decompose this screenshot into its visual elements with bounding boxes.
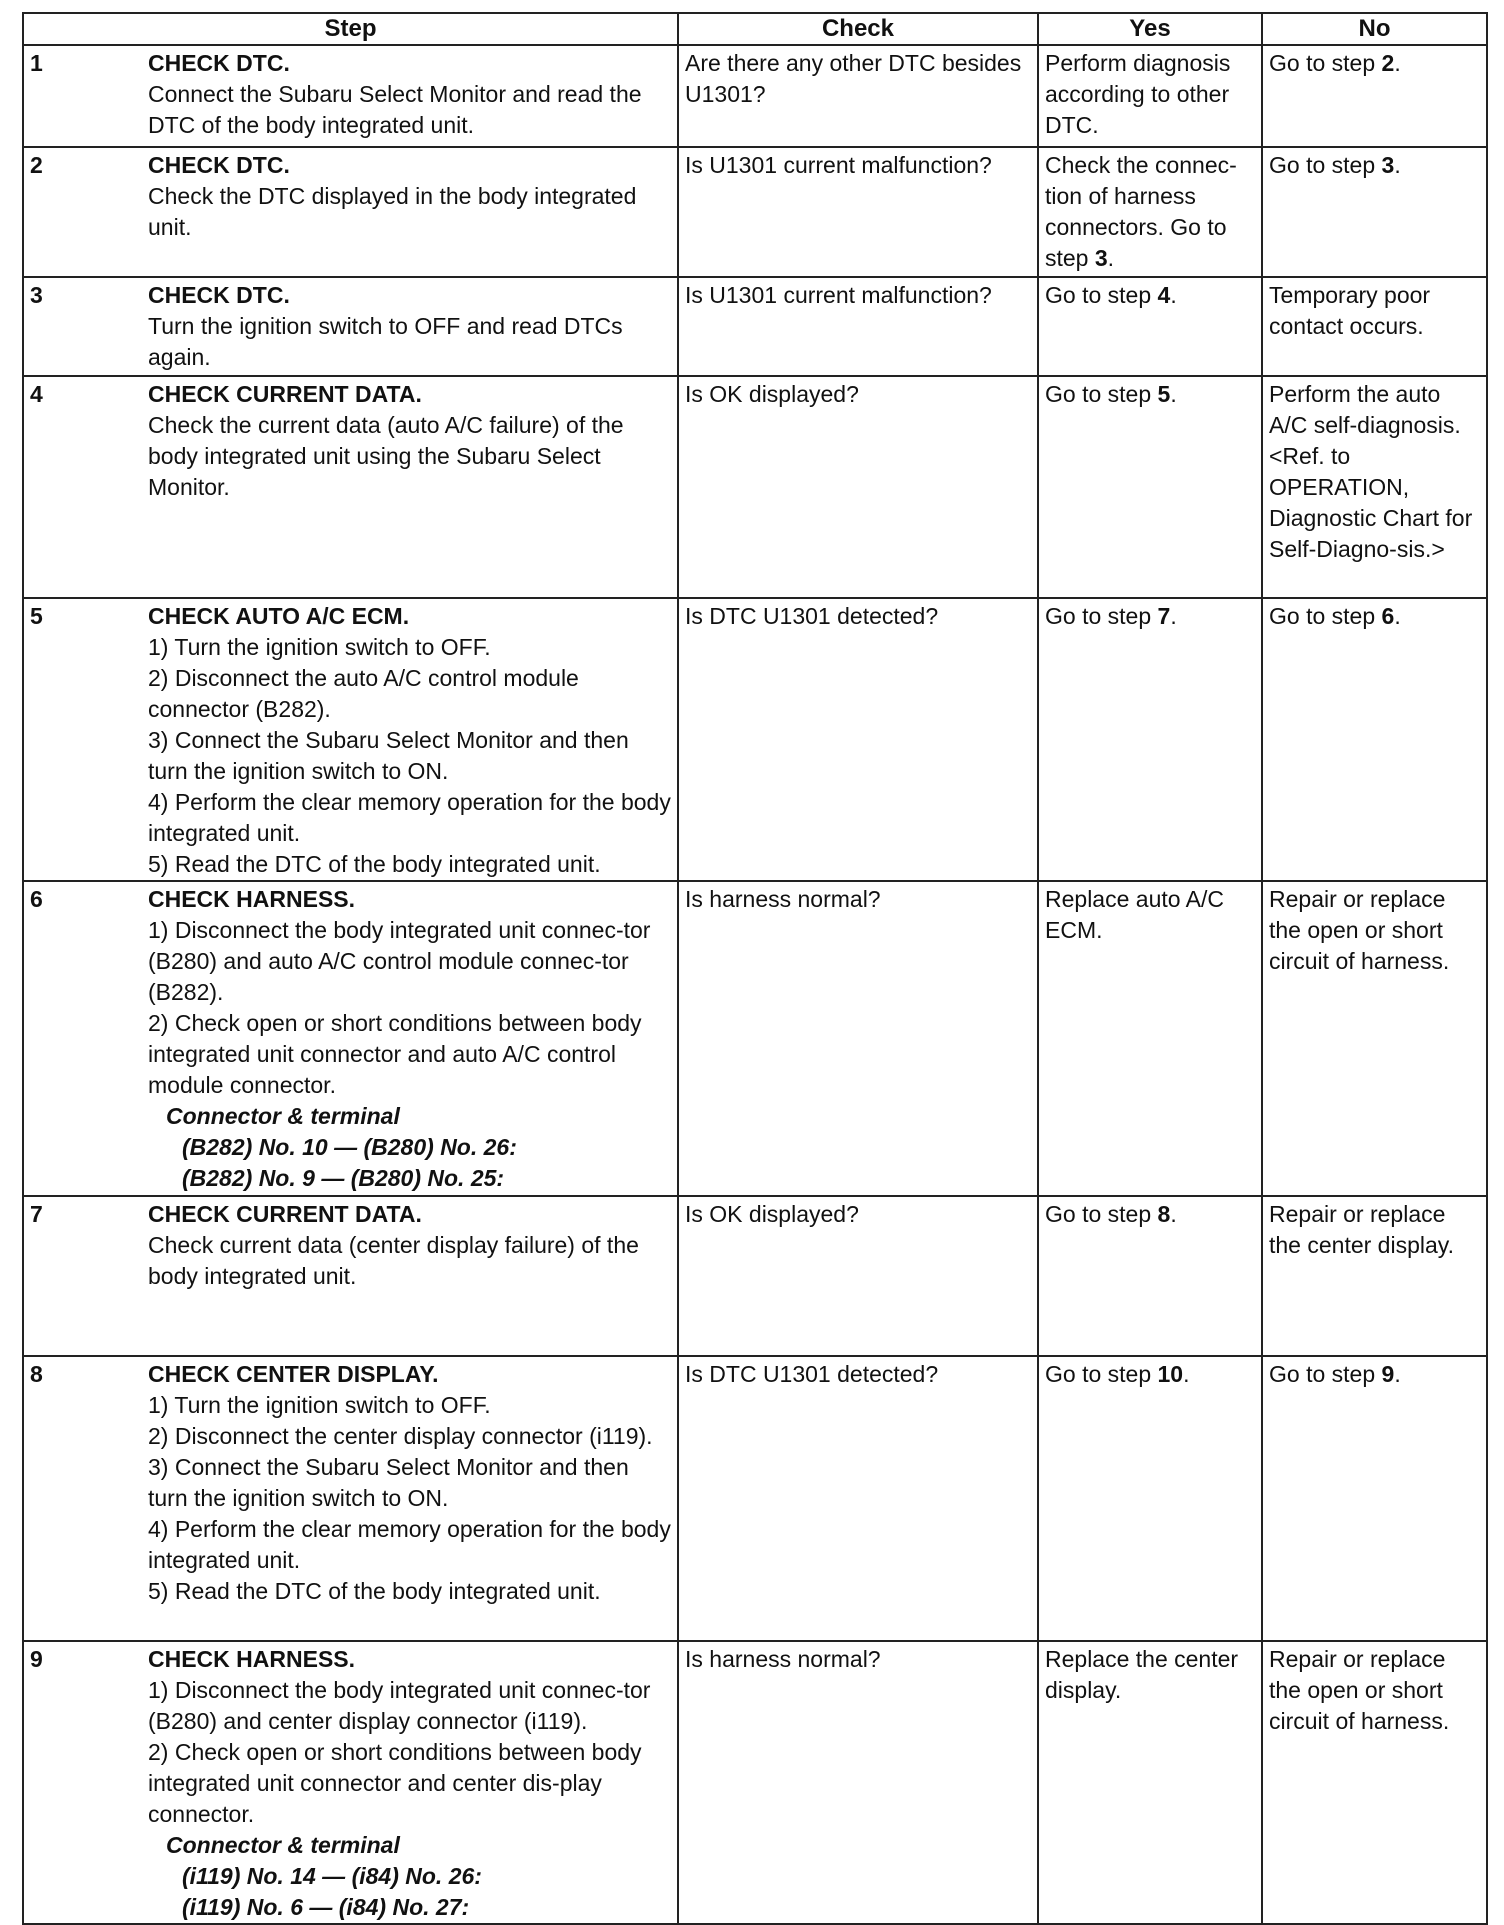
step-title: CHECK CURRENT DATA. xyxy=(148,381,422,407)
table-row xyxy=(23,277,1487,376)
step-line: 1) Turn the ignition switch to OFF. xyxy=(148,634,491,660)
step-number: 1 xyxy=(30,50,43,76)
step-title: CHECK HARNESS. xyxy=(148,886,356,912)
step-cell xyxy=(23,277,678,376)
yes-cell: Go to step 4. xyxy=(1038,277,1262,376)
yes-step-ref: 10 xyxy=(1157,1361,1184,1387)
yes-step-ref: 4 xyxy=(1157,282,1171,308)
no-step-ref: 3 xyxy=(1381,152,1395,178)
step-line: 2) Disconnect the center display connector (i119). xyxy=(148,1423,653,1449)
no-text: Go to step xyxy=(1269,603,1382,629)
step-line: 2) Check open or short conditions between body integrated unit connector and auto A/C control module connector. xyxy=(148,1010,642,1098)
step-cell xyxy=(23,1356,678,1641)
connector-terminal-label: Connector & terminal xyxy=(166,1103,400,1129)
yes-text: Go to step xyxy=(1045,282,1158,308)
step-line: Check current data (center display failure) of the body integrated unit. xyxy=(148,1232,639,1289)
step-line: 5) Read the DTC of the body integrated unit. xyxy=(148,851,601,877)
no-cell: Repair or replace the open or short circuit of harness. xyxy=(1262,881,1487,1196)
step-number: 5 xyxy=(30,603,43,629)
check-cell: Is U1301 current malfunction? xyxy=(678,277,1038,376)
step-line: Check the current data (auto A/C failure) of the body integrated unit using the Subaru Select Monitor. xyxy=(148,412,624,500)
no-text: Go to step xyxy=(1269,152,1382,178)
no-cell: Go to step 6. xyxy=(1262,598,1487,881)
yes-cell: Go to step 8. xyxy=(1038,1196,1262,1356)
step-cell xyxy=(23,1641,678,1924)
step-number: 4 xyxy=(30,381,43,407)
connector-terminal-label: Connector & terminal xyxy=(166,1832,400,1858)
no-step-ref: 9 xyxy=(1381,1361,1395,1387)
step-cell xyxy=(23,376,678,598)
no-cell: Temporary poor contact occurs. xyxy=(1262,277,1487,376)
yes-text: Go to step xyxy=(1045,1201,1158,1227)
no-cell: Go to step 9. xyxy=(1262,1356,1487,1641)
step-number: 3 xyxy=(30,282,43,308)
step-line: 2) Check open or short conditions between body integrated unit connector and center dis-play connector. xyxy=(148,1739,642,1827)
yes-text: Go to step xyxy=(1045,381,1158,407)
yes-text: Go to step xyxy=(1045,1361,1158,1387)
step-cell xyxy=(23,598,678,881)
table-header-row xyxy=(23,13,1487,45)
yes-cell: Go to step 7. xyxy=(1038,598,1262,881)
no-step-ref: 2 xyxy=(1381,50,1395,76)
table-row xyxy=(23,881,1487,1196)
yes-step-ref: 8 xyxy=(1157,1201,1171,1227)
step-line: Check the DTC displayed in the body integrated unit. xyxy=(148,183,637,240)
header-no: No xyxy=(1262,13,1487,45)
yes-cell: Replace auto A/C ECM. xyxy=(1038,881,1262,1196)
check-cell: Is OK displayed? xyxy=(678,376,1038,598)
step-title: CHECK DTC. xyxy=(148,152,290,178)
diagnostic-table xyxy=(22,12,1488,1925)
step-cell xyxy=(23,881,678,1196)
yes-text: Go to step xyxy=(1045,603,1158,629)
yes-cell: Go to step 10. xyxy=(1038,1356,1262,1641)
yes-cell: Go to step 5. xyxy=(1038,376,1262,598)
step-title: CHECK AUTO A/C ECM. xyxy=(148,603,410,629)
no-cell: Repair or replace the open or short circuit of harness. xyxy=(1262,1641,1487,1924)
step-line: 3) Connect the Subaru Select Monitor and then turn the ignition switch to ON. xyxy=(148,1454,629,1511)
no-cell: Go to step 2. xyxy=(1262,45,1487,147)
no-cell: Perform the auto A/C self-diagnosis. <Ref. to OPERATION, Diagnostic Chart for Self-Diagno-sis.> xyxy=(1262,376,1487,598)
step-line: 4) Perform the clear memory operation for the body integrated unit. xyxy=(148,1516,671,1573)
no-text: Go to step xyxy=(1269,50,1382,76)
step-title: CHECK DTC. xyxy=(148,282,290,308)
step-cell xyxy=(23,147,678,277)
yes-cell: Check the connec-tion of harness connectors. Go to step 3. xyxy=(1038,147,1262,277)
connector-terminal-spec: (i119) No. 6 — (i84) No. 27: xyxy=(182,1894,470,1920)
step-title: CHECK DTC. xyxy=(148,50,290,76)
step-number: 9 xyxy=(30,1646,43,1672)
step-line: 4) Perform the clear memory operation for the body integrated unit. xyxy=(148,789,671,846)
check-cell: Are there any other DTC besides U1301? xyxy=(678,45,1038,147)
no-text: Go to step xyxy=(1269,1361,1382,1387)
no-cell: Go to step 3. xyxy=(1262,147,1487,277)
yes-cell xyxy=(1038,45,1262,147)
step-number: 7 xyxy=(30,1201,43,1227)
header-check: Check xyxy=(678,13,1038,45)
step-line: Turn the ignition switch to OFF and read DTCs again. xyxy=(148,313,623,370)
step-title: CHECK CURRENT DATA. xyxy=(148,1201,422,1227)
step-line: 2) Disconnect the auto A/C control module connector (B282). xyxy=(148,665,579,722)
check-cell: Is U1301 current malfunction? xyxy=(678,147,1038,277)
check-cell: Is DTC U1301 detected? xyxy=(678,598,1038,881)
step-title: CHECK HARNESS. xyxy=(148,1646,356,1672)
header-step: Step xyxy=(23,13,678,45)
connector-terminal-spec: (B282) No. 9 — (B280) No. 25: xyxy=(182,1165,505,1191)
table-row xyxy=(23,1641,1487,1924)
table-row xyxy=(23,147,1487,277)
check-cell: Is DTC U1301 detected? xyxy=(678,1356,1038,1641)
step-cell xyxy=(23,45,678,147)
table-row xyxy=(23,1356,1487,1641)
header-yes: Yes xyxy=(1038,13,1262,45)
yes-step-ref: 5 xyxy=(1157,381,1171,407)
step-title: CHECK CENTER DISPLAY. xyxy=(148,1361,439,1387)
yes-step-ref: 3 xyxy=(1094,245,1108,271)
step-line: 1) Disconnect the body integrated unit connec-tor (B280) and center display connector (i119). xyxy=(148,1677,651,1734)
check-cell: Is OK displayed? xyxy=(678,1196,1038,1356)
step-number: 6 xyxy=(30,886,43,912)
yes-text: Perform diagnosis according to other DTC. xyxy=(1045,50,1231,138)
no-step-ref: 6 xyxy=(1381,603,1395,629)
connector-terminal-spec: (i119) No. 14 — (i84) No. 26: xyxy=(182,1863,482,1889)
no-cell: Repair or replace the center display. xyxy=(1262,1196,1487,1356)
yes-step-ref: 7 xyxy=(1157,603,1171,629)
table-row xyxy=(23,376,1487,598)
step-cell xyxy=(23,1196,678,1356)
step-line: 1) Disconnect the body integrated unit connec-tor (B280) and auto A/C control module connec-tor (B282). xyxy=(148,917,651,1005)
yes-cell: Replace the center display. xyxy=(1038,1641,1262,1924)
step-number: 8 xyxy=(30,1361,43,1387)
connector-terminal-spec: (B282) No. 10 — (B280) No. 26: xyxy=(182,1134,517,1160)
table-row xyxy=(23,598,1487,881)
check-cell: Is harness normal? xyxy=(678,881,1038,1196)
step-line: 3) Connect the Subaru Select Monitor and then turn the ignition switch to ON. xyxy=(148,727,629,784)
step-line: Connect the Subaru Select Monitor and read the DTC of the body integrated unit. xyxy=(148,81,642,138)
diagnostic-page xyxy=(22,12,1486,1925)
check-cell: Is harness normal? xyxy=(678,1641,1038,1924)
table-row xyxy=(23,45,1487,147)
step-line: 5) Read the DTC of the body integrated unit. xyxy=(148,1578,601,1604)
step-number: 2 xyxy=(30,152,43,178)
step-line: 1) Turn the ignition switch to OFF. xyxy=(148,1392,491,1418)
table-row xyxy=(23,1196,1487,1356)
yes-text: Check the connec-tion of harness connectors. Go to step xyxy=(1045,152,1237,271)
